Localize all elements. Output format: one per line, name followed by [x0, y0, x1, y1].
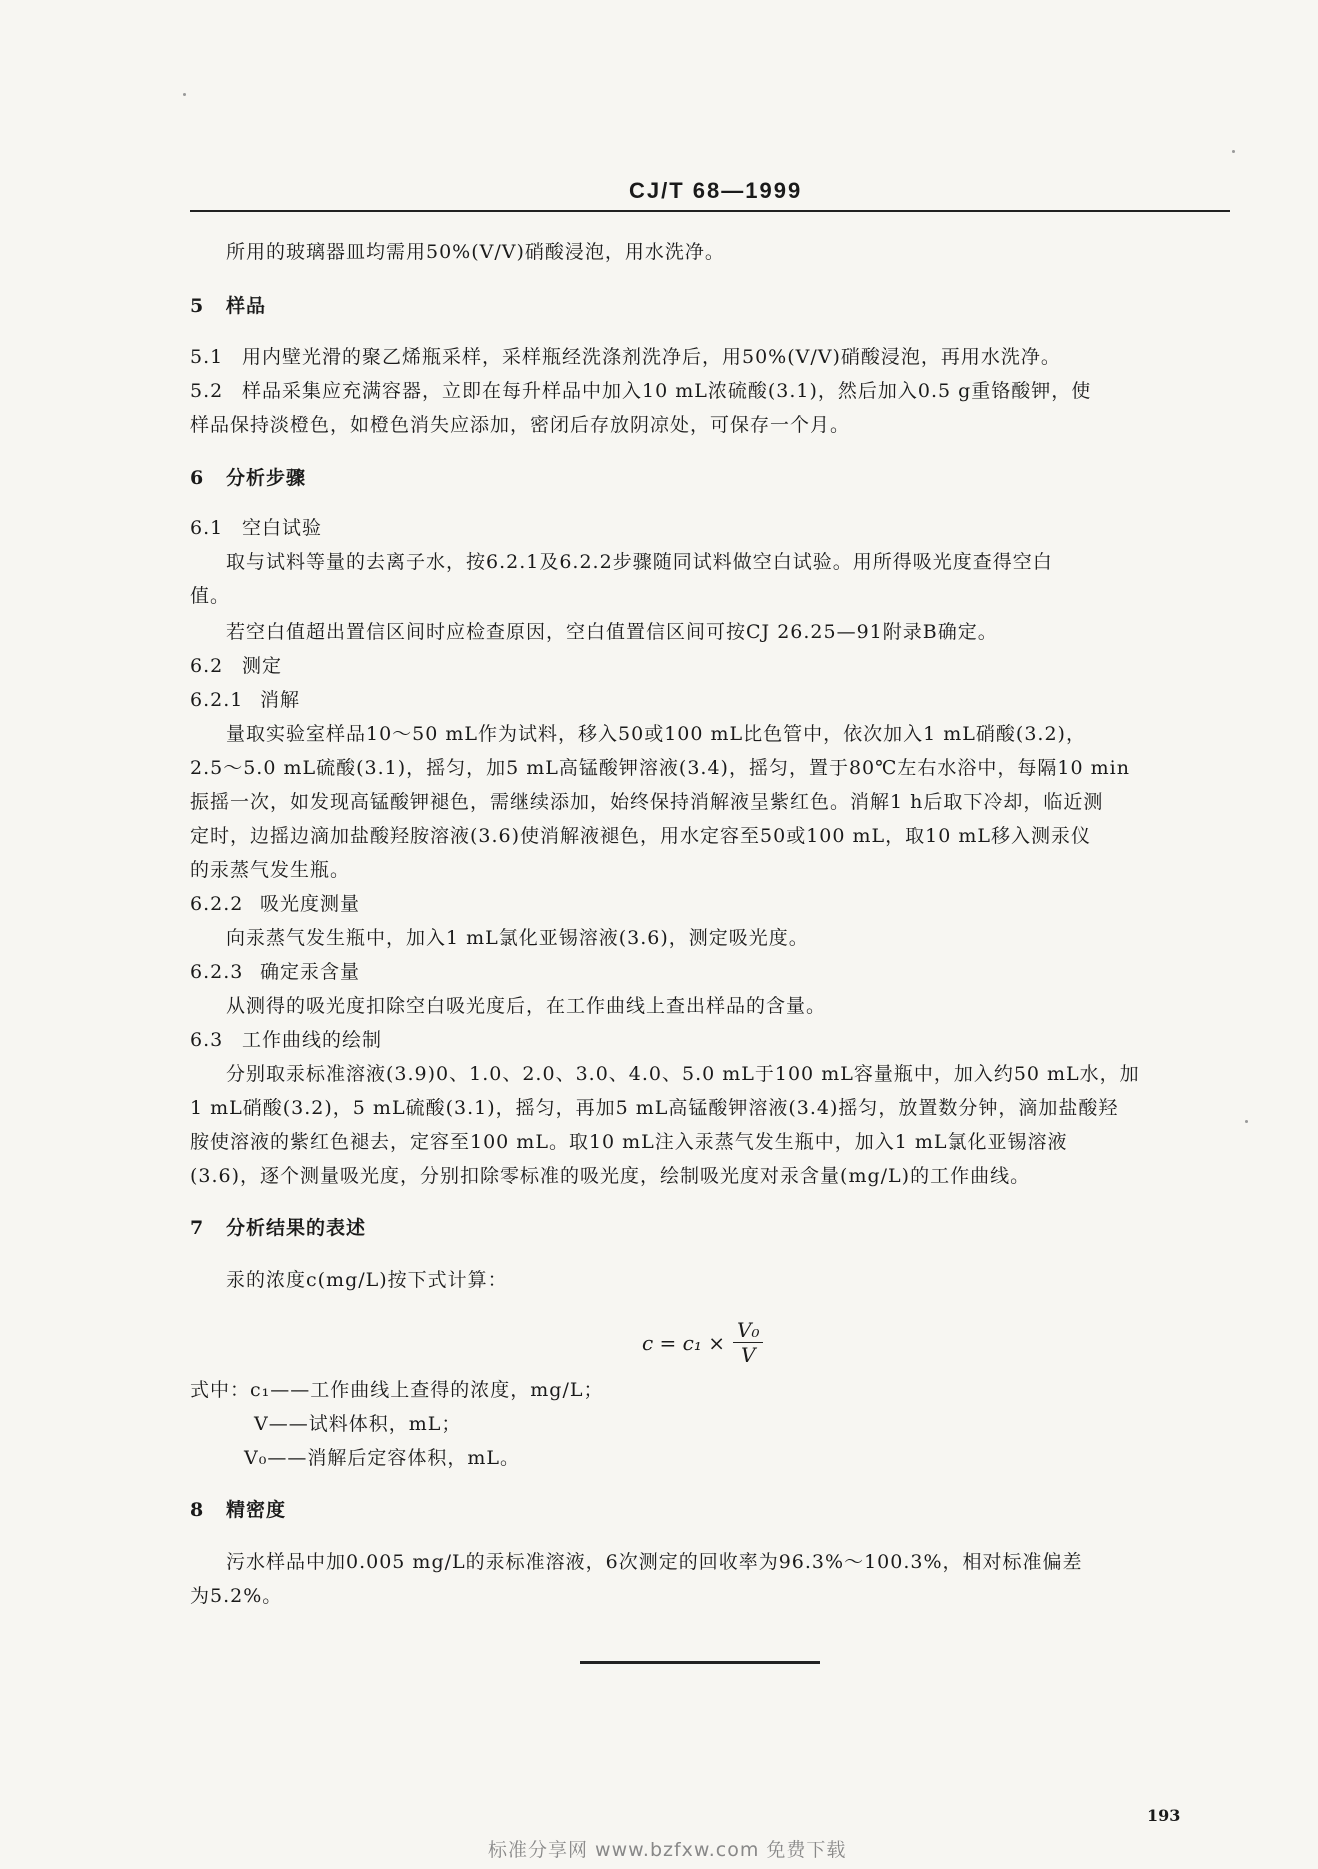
clause-6-2-1-heading	[190, 688, 300, 712]
paragraph: (3.6)，逐个测量吸光度，分别扣除零标准的吸光度，绘制吸光度对汞含量(mg/L)的工作曲线。	[190, 1165, 1031, 1187]
section-number: 6	[190, 467, 205, 489]
scan-speck	[1245, 1120, 1248, 1123]
scan-speck	[183, 93, 186, 96]
clause-title: 确定汞含量	[260, 961, 361, 983]
clause-number: 6.1	[190, 517, 224, 539]
paragraph: 胺使溶液的紫红色褪去，定容至100 mL。取10 mL注入汞蒸气发生瓶中，加入1 mL氯化亚锡溶液	[190, 1131, 1068, 1153]
paragraph: 取与试料等量的去离子水，按6.2.1及6.2.2步骤随同试料做空白试验。用所得吸光度查得空白	[226, 551, 1053, 573]
section-6-heading	[190, 466, 306, 490]
clause-6-3-heading	[190, 1028, 382, 1052]
watermark-footer: 标准分享网 www.bzfxw.com 免费下载	[488, 1839, 847, 1861]
clause-5-2	[190, 379, 1091, 403]
formula-fraction	[733, 1318, 763, 1367]
concentration-formula	[642, 1318, 763, 1367]
paragraph: 振摇一次，如发现高锰酸钾褪色，需继续添加，始终保持消解液呈紫红色。消解1 h后取下冷却，临近测	[190, 791, 1104, 813]
end-rule	[580, 1661, 820, 1664]
clause-text: 样品采集应充满容器，立即在每升样品中加入10 mL浓硫酸(3.1)，然后加入0.5 g重铬酸钾，使	[242, 380, 1092, 402]
paragraph: 污水样品中加0.005 mg/L的汞标准溶液，6次测定的回收率为96.3%～100.3%，相对标准偏差	[226, 1551, 1083, 1573]
clause-title: 工作曲线的绘制	[242, 1029, 383, 1051]
formula-legend-1: 式中：c₁——工作曲线上查得的浓度，mg/L；	[190, 1379, 604, 1401]
clause-title: 测定	[242, 655, 283, 677]
clause-number: 6.2.2	[190, 893, 244, 915]
paragraph: 定时，边摇边滴加盐酸羟胺溶液(3.6)使消解液褪色，用水定容至50或100 mL，取10 mL移入测汞仪	[190, 825, 1092, 847]
paragraph: 1 mL硝酸(3.2)，5 mL硫酸(3.1)，摇匀，再加5 mL高锰酸钾溶液(3.4)摇匀，放置数分钟，滴加盐酸羟	[190, 1097, 1119, 1119]
paragraph: 2.5～5.0 mL硫酸(3.1)，摇匀，加5 mL高锰酸钾溶液(3.4)，摇匀，置于80℃左右水浴中，每隔10 min	[190, 757, 1130, 779]
scan-speck	[1232, 150, 1235, 153]
intro-paragraph: 所用的玻璃器皿均需用50%(V/V)硝酸浸泡，用水洗净。	[226, 241, 725, 263]
page-number: 193	[1147, 1806, 1181, 1825]
clause-title: 空白试验	[242, 517, 323, 539]
formula-lhs: c = c₁ ×	[642, 1330, 726, 1355]
paragraph: 量取实验室样品10～50 mL作为试料，移入50或100 mL比色管中，依次加入1 mL硝酸(3.2)，	[226, 723, 1086, 745]
section-number: 5	[190, 295, 205, 317]
paragraph: 为5.2%。	[190, 1585, 283, 1607]
section-5-heading	[190, 294, 266, 318]
clause-6-2-3-heading	[190, 960, 360, 984]
clause-title: 消解	[260, 689, 301, 711]
section-8-heading	[190, 1498, 286, 1522]
clause-number: 5.2	[190, 380, 224, 402]
clause-number: 5.1	[190, 346, 224, 368]
clause-number: 6.2.3	[190, 961, 244, 983]
clause-number: 6.2.1	[190, 689, 244, 711]
paragraph: 汞的浓度c(mg/L)按下式计算：	[226, 1269, 508, 1291]
clause-6-1-heading	[190, 516, 322, 540]
section-number: 7	[190, 1217, 205, 1239]
paragraph: 的汞蒸气发生瓶。	[190, 859, 351, 881]
paragraph: 值。	[190, 585, 231, 607]
formula-legend-3: V₀——消解后定容体积，mL。	[244, 1447, 520, 1469]
formula-denominator: V	[741, 1343, 756, 1367]
paragraph: 从测得的吸光度扣除空白吸光度后，在工作曲线上查出样品的含量。	[226, 995, 827, 1017]
clause-number: 6.3	[190, 1029, 224, 1051]
section-7-heading	[190, 1216, 366, 1240]
clause-6-2-2-heading	[190, 892, 360, 916]
paragraph: 若空白值超出置信区间时应检查原因，空白值置信区间可按CJ 26.25—91附录B确定。	[226, 621, 998, 643]
clause-6-2-heading	[190, 654, 282, 678]
section-title: 样品	[226, 295, 267, 317]
clause-text: 用内壁光滑的聚乙烯瓶采样，采样瓶经洗涤剂洗净后，用50%(V/V)硝酸浸泡，再用水洗净。	[242, 346, 1061, 368]
header-rule	[190, 210, 1230, 212]
section-title: 精密度	[226, 1499, 287, 1521]
paragraph: 分别取汞标准溶液(3.9)0、1.0、2.0、3.0、4.0、5.0 mL于100 mL容量瓶中，加入约50 mL水，加	[226, 1063, 1140, 1085]
paragraph: 向汞蒸气发生瓶中，加入1 mL氯化亚锡溶液(3.6)，测定吸光度。	[226, 927, 809, 949]
section-number: 8	[190, 1499, 205, 1521]
clause-title: 吸光度测量	[260, 893, 361, 915]
section-title: 分析步骤	[226, 467, 307, 489]
clause-number: 6.2	[190, 655, 224, 677]
section-title: 分析结果的表述	[226, 1217, 367, 1239]
clause-5-1	[190, 345, 1061, 369]
clause-5-2-cont: 样品保持淡橙色，如橙色消失应添加，密闭后存放阴凉处，可保存一个月。	[190, 414, 851, 436]
document-code-header: CJ/T 68—1999	[629, 178, 803, 203]
formula-numerator: V₀	[733, 1318, 763, 1343]
formula-legend-2: V——试料体积，mL；	[254, 1413, 462, 1435]
